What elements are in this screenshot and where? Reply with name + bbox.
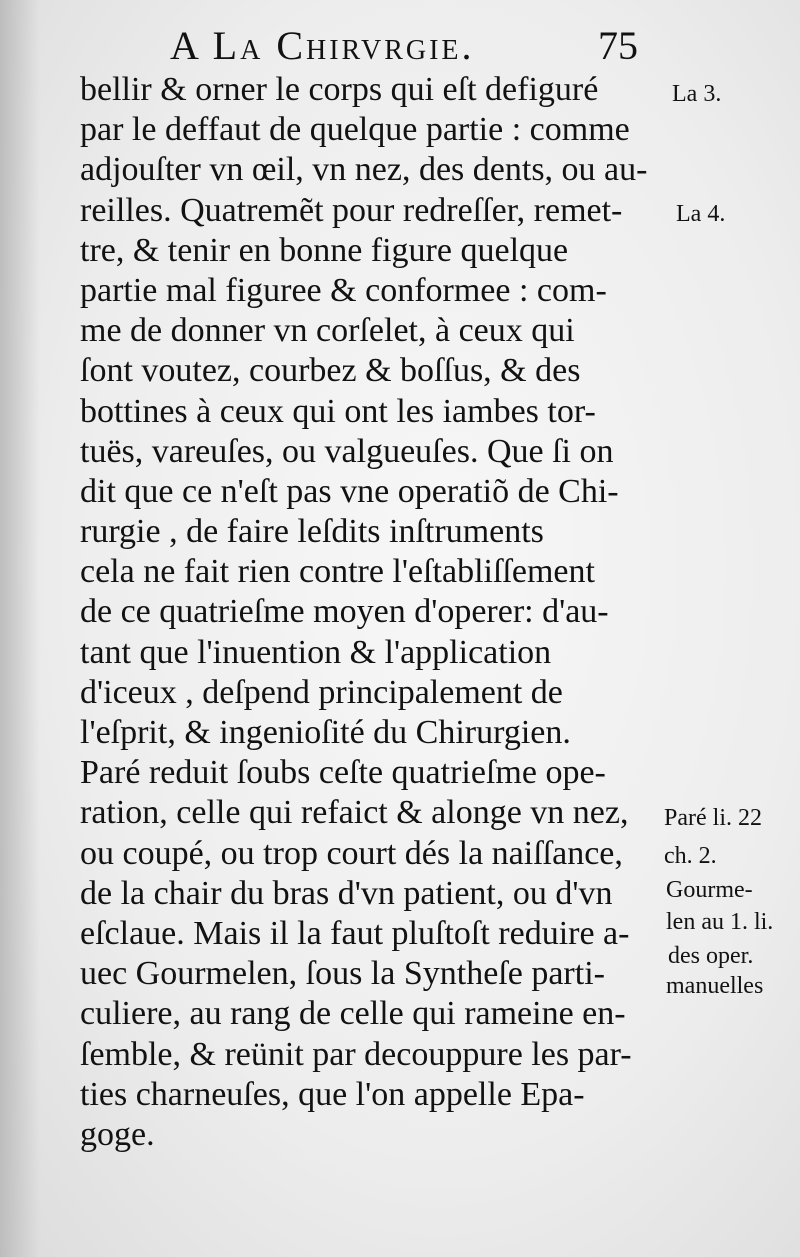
margin-note-gourmelen-line-3: des oper. [668, 943, 754, 969]
text-line: tuës, vareuſes, ou valgueuſes. Que ſi on [80, 432, 614, 470]
text-line: l'eſprit, & ingenioſité du Chirurgien. [80, 714, 571, 751]
text-line: de la chair du bras d'vn patient, ou d'vn [80, 874, 613, 912]
text-line: bellir & orner le corps qui eſt defiguré [80, 71, 599, 108]
margin-note-pare-line-2: ch. 2. [664, 843, 717, 869]
margin-note-la-4: La 4. [676, 201, 726, 227]
text-line: de ce quatrieſme moyen d'operer: d'au- [80, 593, 609, 631]
text-line: me de donner vn corſelet, à ceux qui [80, 312, 575, 350]
text-line: reilles. Quatremẽt pour redreſſer, remet- [80, 191, 623, 229]
text-line: culiere, au rang de celle qui rameine en- [80, 995, 626, 1033]
text-line: adjouſter vn œil, vn nez, des dents, ou au- [80, 151, 648, 189]
page-number: 75 [598, 23, 638, 68]
body-text [80, 70, 660, 1155]
text-line: ſemble, & reünit par decouppure les par- [80, 1035, 632, 1073]
text-line: tre, & tenir en bonne figure quelque [80, 231, 569, 269]
text-line: Paré reduit ſoubs ceſte quatrieſme ope- [80, 754, 606, 792]
margin-note-pare-line-1: Paré li. 22 [664, 805, 762, 831]
text-line: goge. [80, 1115, 155, 1153]
margin-note-la-3: La 3. [672, 81, 722, 107]
text-line: cela ne fait rien contre l'eſtabliſſement [80, 553, 595, 591]
text-line: bottines à ceux qui ont les iambes tor- [80, 392, 596, 430]
running-head: A La Chirvrgie. [170, 23, 475, 68]
text-line: partie mal figuree & conformee : com- [80, 271, 607, 309]
margin-note-gourmelen-line-2: len au 1. li. [666, 909, 774, 935]
text-line: ties charneuſes, que l'on appelle Epa- [80, 1075, 585, 1113]
text-line: d'iceux , deſpend principalement de [80, 673, 563, 711]
text-line: rurgie , de faire leſdits inſtruments [80, 513, 544, 551]
text-line: dit que ce n'eſt pas vne operatiõ de Chi- [80, 472, 619, 510]
text-line: ſont voutez, courbez & boſſus, & des [80, 352, 581, 390]
page-edge-shadow [0, 0, 40, 1257]
text-line: par le deffaut de quelque partie : comme [80, 111, 630, 149]
text-line: uec Gourmelen, ſous la Syntheſe parti- [80, 955, 605, 993]
margin-note-gourmelen-line-4: manuelles [666, 973, 764, 999]
margin-note-gourmelen-line-1: Gourme- [666, 877, 753, 903]
text-line: ration, celle qui refaict & alonge vn nez, [80, 794, 629, 832]
text-line: ou coupé, ou trop court dés la naiſſance, [80, 834, 623, 872]
text-line: eſclaue. Mais il la faut pluſtoſt reduire a- [80, 914, 630, 952]
text-line: tant que l'inuention & l'application [80, 633, 552, 671]
